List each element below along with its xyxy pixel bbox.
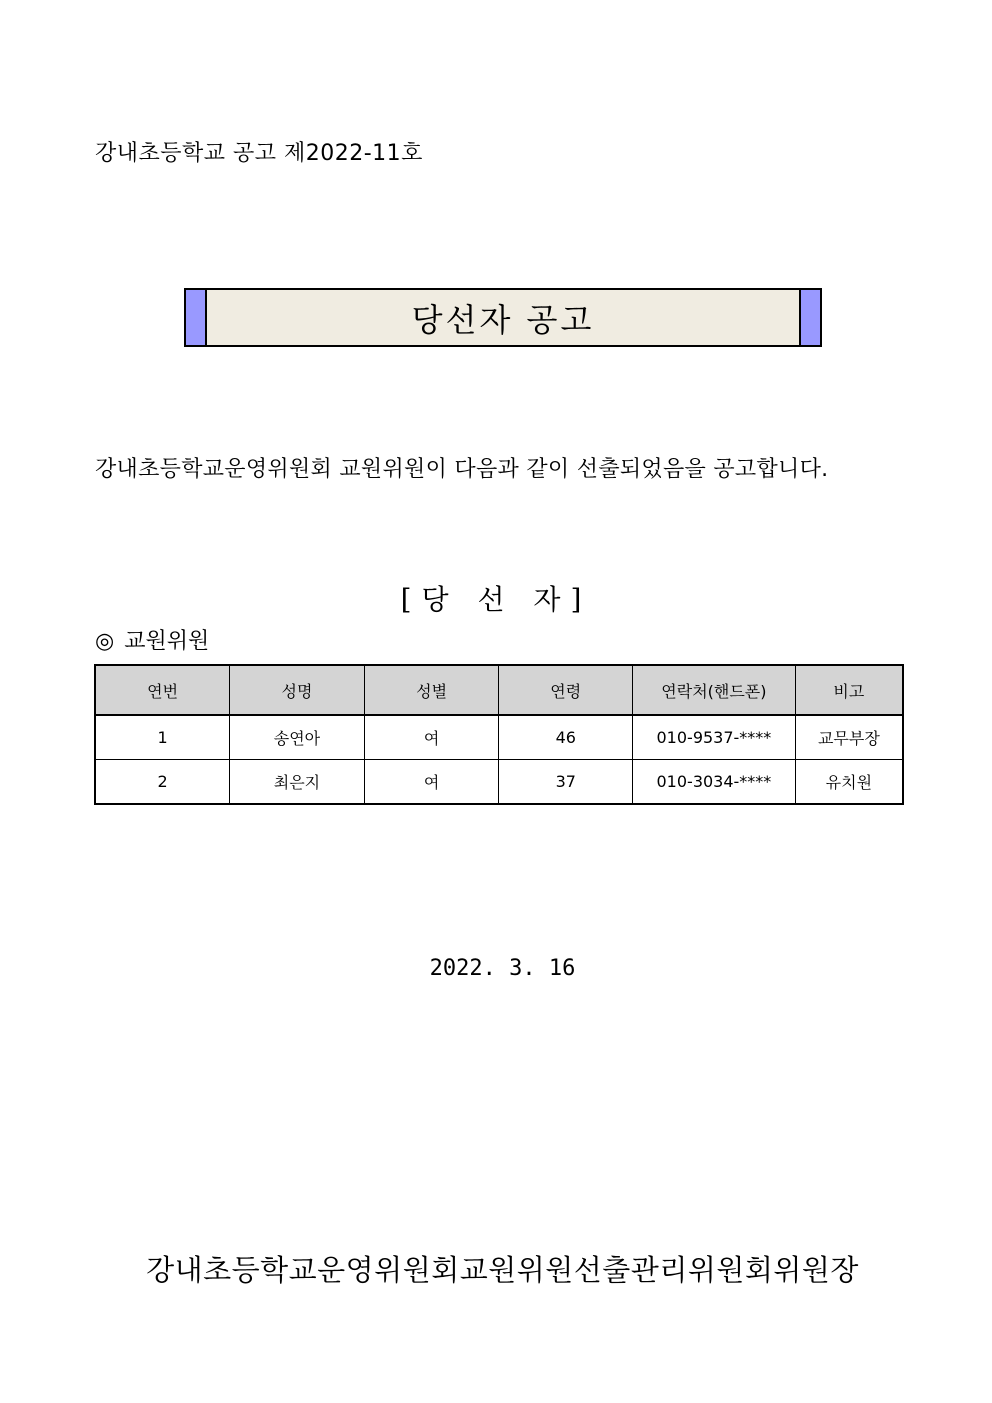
header-gender: 성별 <box>364 665 499 715</box>
cell-serial: 1 <box>95 715 230 760</box>
table-row <box>95 715 903 760</box>
cell-gender: 여 <box>364 715 499 760</box>
cell-remarks: 교무부장 <box>795 715 903 760</box>
cell-contact: 010-3034-**** <box>633 760 796 805</box>
notice-number: 강내초등학교 공고 제2022-11호 <box>95 141 423 166</box>
header-serial: 연번 <box>95 665 230 715</box>
title-box <box>184 288 822 347</box>
cell-name: 최은지 <box>230 760 365 805</box>
announcement-text: 강내초등학교운영위원회 교원위원이 다음과 같이 선출되었음을 공고합니다. <box>95 457 829 482</box>
table-row <box>95 760 903 805</box>
page-title: 당선자 공고 <box>411 300 595 339</box>
header-remarks: 비고 <box>795 665 903 715</box>
cell-gender: 여 <box>364 760 499 805</box>
winners-table <box>94 664 904 805</box>
cell-name: 송연아 <box>230 715 365 760</box>
header-name: 성명 <box>230 665 365 715</box>
cell-serial: 2 <box>95 760 230 805</box>
header-contact: 연락처(핸드폰) <box>633 665 796 715</box>
header-age: 연령 <box>499 665 633 715</box>
signatory: 강내초등학교운영위원회교원위원선출관리위원회위원장 <box>146 1253 859 1287</box>
section-title: [당 선 자] <box>400 583 592 616</box>
table-header-row <box>95 665 903 715</box>
announcement-date: 2022. 3. 16 <box>429 956 576 981</box>
cell-remarks: 유치원 <box>795 760 903 805</box>
subsection-heading <box>95 624 209 655</box>
title-bar-right <box>799 290 820 345</box>
title-bar-left <box>186 290 207 345</box>
double-circle-icon: ◎ <box>95 629 115 654</box>
subsection-label: 교원위원 <box>124 629 210 654</box>
cell-contact: 010-9537-**** <box>633 715 796 760</box>
cell-age: 37 <box>499 760 633 805</box>
cell-age: 46 <box>499 715 633 760</box>
